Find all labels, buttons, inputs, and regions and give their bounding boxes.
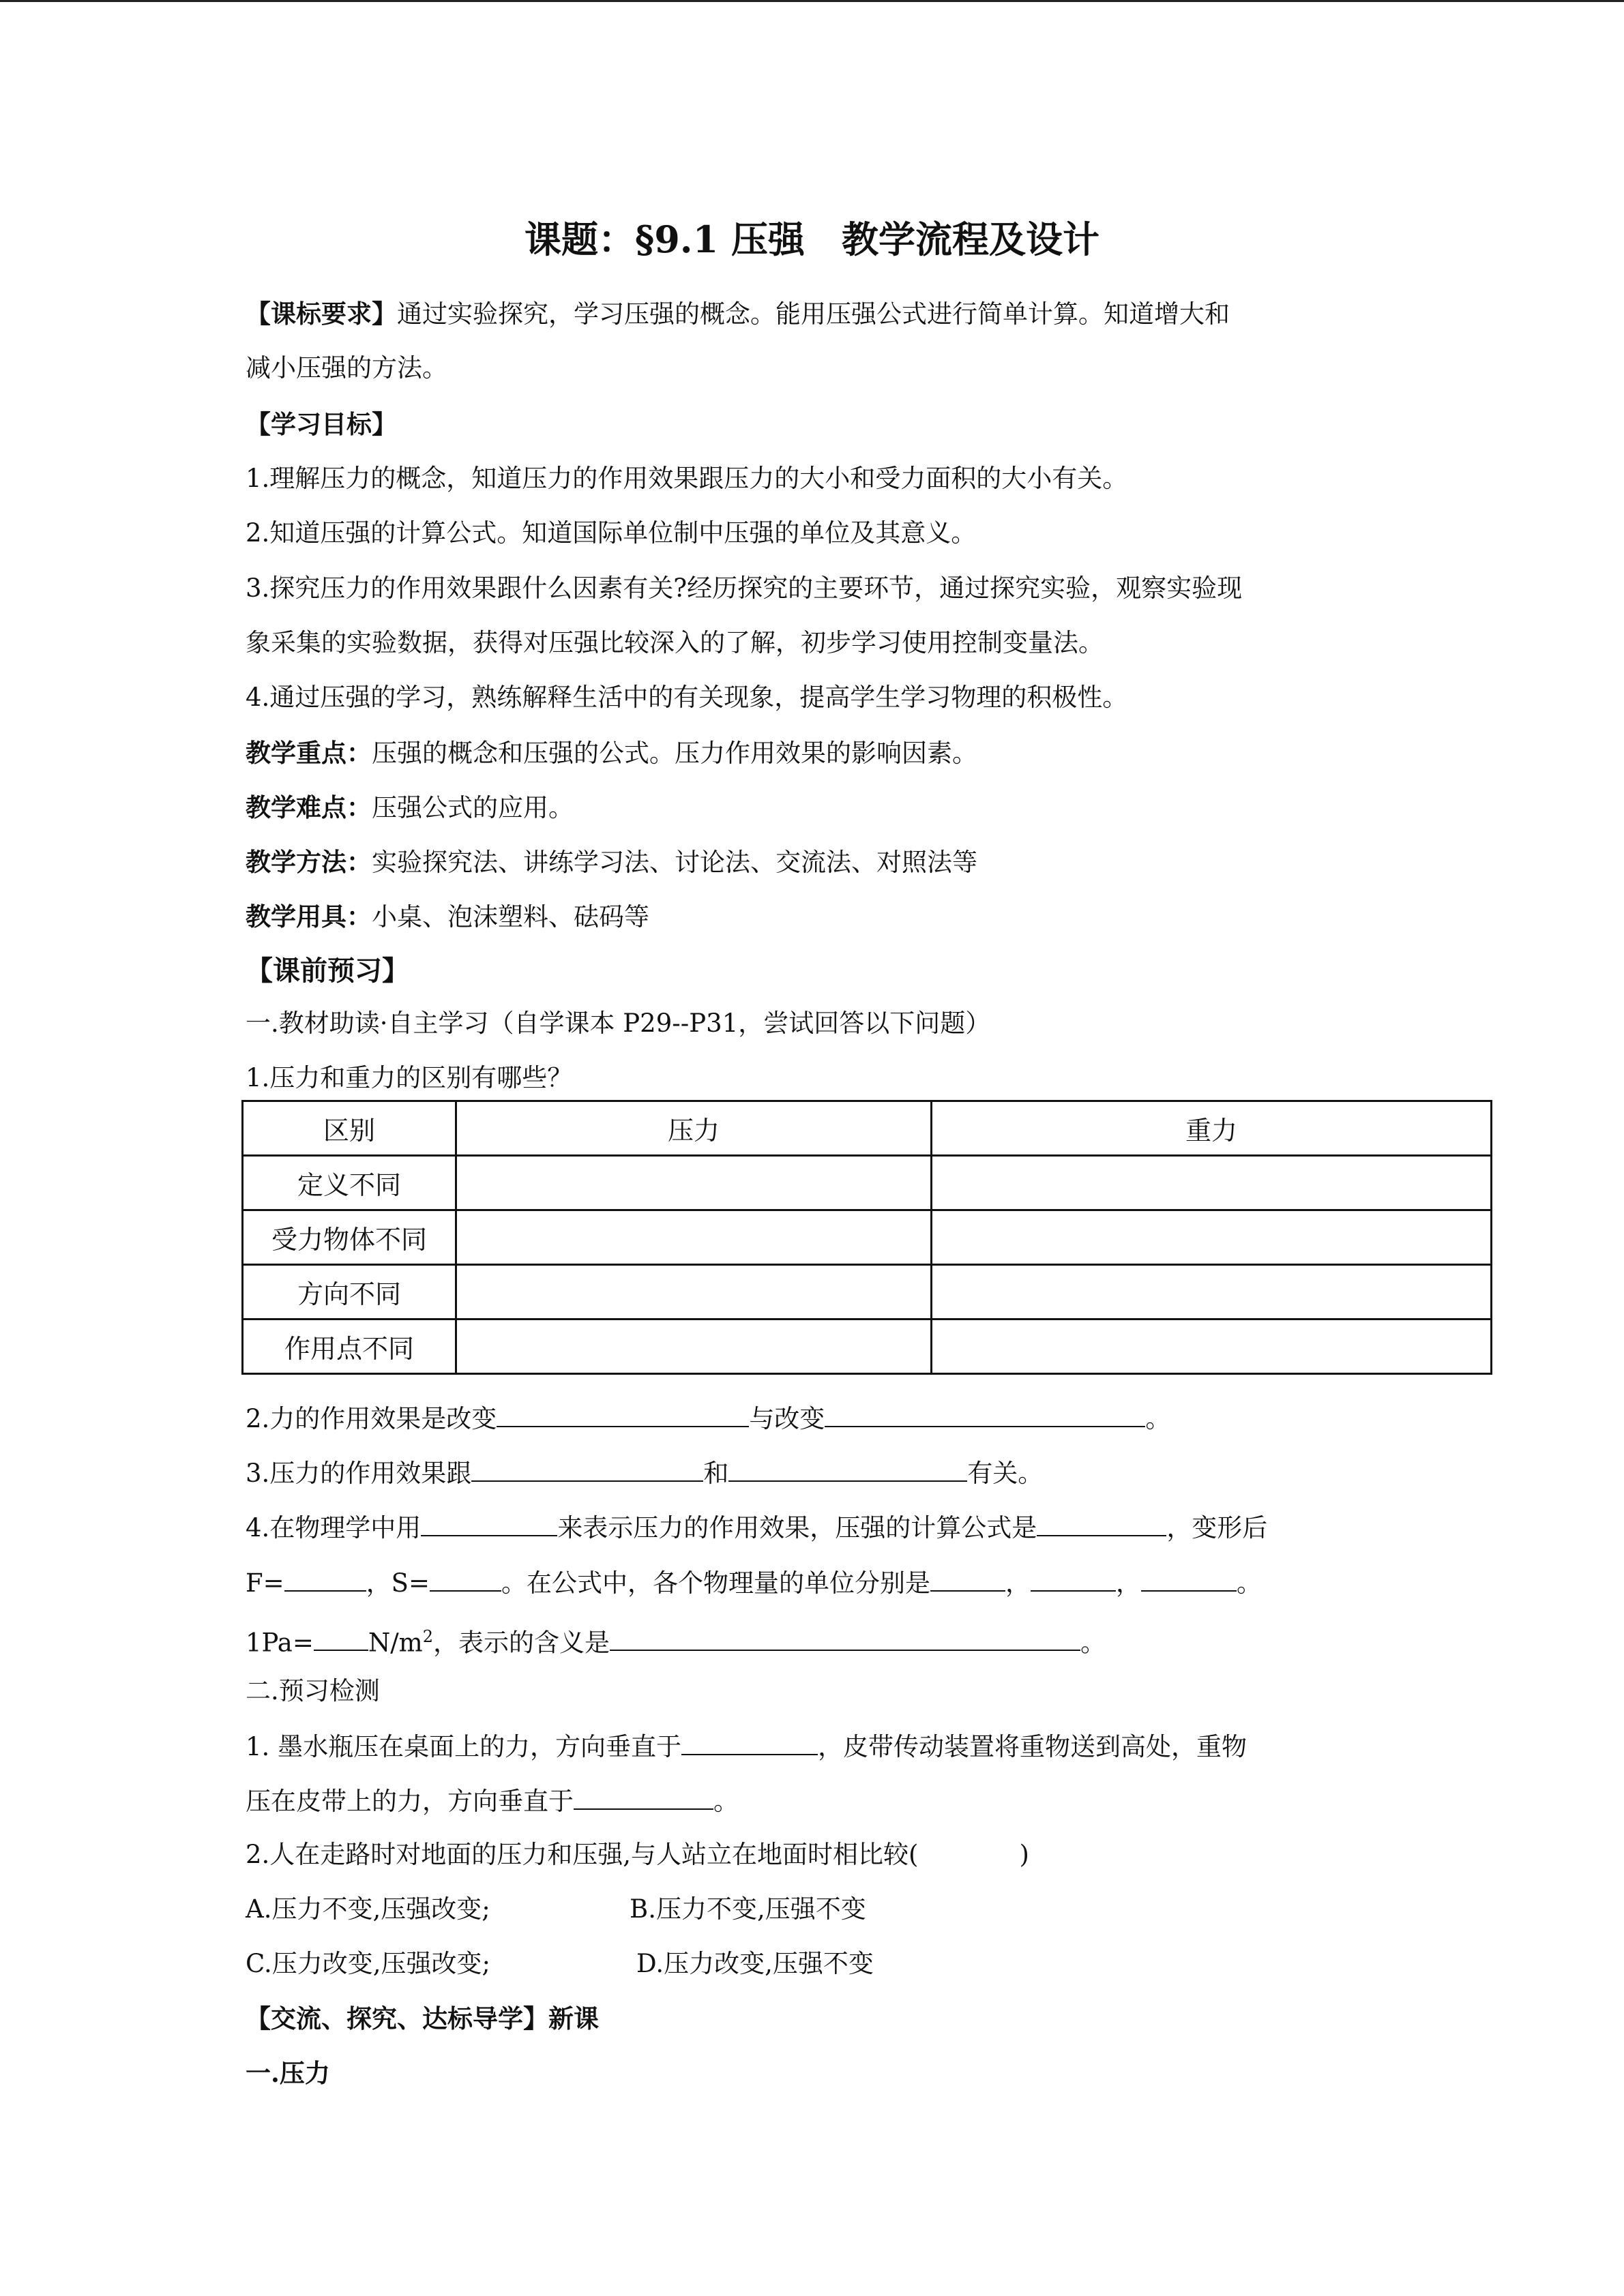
standard-line-1	[246, 296, 1230, 332]
question-text: 2.力的作用效果是改变	[246, 1404, 497, 1433]
answer-cell[interactable]	[932, 1210, 1492, 1265]
answer-cell[interactable]	[932, 1320, 1492, 1374]
fill-blank[interactable]	[1037, 1509, 1166, 1536]
tools-line	[246, 899, 649, 935]
answer-cell[interactable]	[456, 1156, 932, 1210]
question-text: ，S=	[366, 1568, 430, 1598]
fill-blank[interactable]	[825, 1400, 1145, 1427]
row-label: 作用点不同	[243, 1320, 456, 1374]
tools-label: 教学用具：	[246, 901, 372, 931]
preview-intro: 一.教材助读·自主学习（自学课本 P29--P31，尝试回答以下问题）	[246, 1009, 991, 1038]
methods-text: 实验探究法、讲练学习法、讨论法、交流法、对照法等	[372, 848, 977, 877]
question-text: 与改变	[749, 1404, 825, 1433]
goal-item-4: 4.通过压强的学习，熟练解释生活中的有关现象，提高学生学习物理的积极性。	[246, 683, 1128, 712]
row-label: 定义不同	[243, 1156, 456, 1210]
question-text: ，变形后	[1166, 1513, 1268, 1542]
preview-heading: 【课前预习】	[246, 955, 409, 987]
question-text: 4.在物理学中用	[246, 1513, 422, 1542]
key-points-label: 教学重点：	[246, 738, 372, 768]
page-title: 课题：§9.1 压强 教学流程及设计	[525, 218, 1099, 261]
key-points-line	[246, 735, 977, 771]
fill-blank[interactable]	[610, 1624, 1080, 1651]
fill-blank[interactable]	[1031, 1564, 1116, 1592]
difficulty-line	[246, 790, 574, 826]
superscript: 2	[422, 1627, 434, 1646]
question-text: 。在公式中，各个物理量的单位分别是	[501, 1568, 931, 1598]
question-text: 和	[703, 1459, 729, 1488]
fill-blank[interactable]	[430, 1564, 501, 1592]
answer-cell[interactable]	[456, 1210, 932, 1265]
question-text: N/m	[368, 1628, 423, 1658]
fill-blank[interactable]	[471, 1455, 703, 1482]
question-text: 。	[1080, 1628, 1106, 1658]
question-text: F=	[246, 1568, 284, 1598]
preview-question-4	[246, 1509, 1267, 1546]
question-text: 1. 墨水瓶压在桌面上的力，方向垂直于	[246, 1732, 682, 1761]
goals-heading: 【学习目标】	[246, 409, 397, 439]
fill-blank[interactable]	[1141, 1564, 1237, 1592]
fill-blank[interactable]	[314, 1624, 368, 1651]
option-a[interactable]: A.压力不变,压强改变;	[246, 1894, 490, 1924]
fill-blank[interactable]	[681, 1728, 818, 1755]
fill-blank[interactable]	[421, 1509, 557, 1536]
section-pressure-force: 一.压力	[246, 2058, 330, 2088]
table-header: 压力	[456, 1101, 932, 1156]
row-label: 方向不同	[243, 1265, 456, 1320]
question-text: ，皮带传动装置将重物送到高处，重物	[818, 1732, 1247, 1761]
answer-cell[interactable]	[456, 1320, 932, 1374]
answer-cell[interactable]	[456, 1265, 932, 1320]
check-question-1	[246, 1728, 1247, 1765]
fill-blank[interactable]	[930, 1564, 1005, 1592]
option-b[interactable]: B.压力不变,压强不变	[630, 1894, 866, 1924]
difficulty-text: 压强公式的应用。	[372, 793, 574, 822]
answer-cell[interactable]	[932, 1265, 1492, 1320]
fill-blank[interactable]	[574, 1783, 713, 1810]
fill-blank[interactable]	[728, 1455, 967, 1482]
preview-question-3	[246, 1455, 1043, 1491]
standard-text: 通过实验探究，学习压强的概念。能用压强公式进行简单计算。知道增大和	[397, 299, 1230, 329]
check-question-1-cont	[246, 1783, 739, 1819]
question-text: 。	[1237, 1568, 1263, 1598]
check-heading: 二.预习检测	[246, 1676, 380, 1705]
goal-item-2: 2.知道压强的计算公式。知道国际单位制中压强的单位及其意义。	[246, 518, 977, 548]
question-text: 压在皮带上的力，方向垂直于	[246, 1787, 574, 1816]
methods-label: 教学方法：	[246, 847, 372, 877]
answer-cell[interactable]	[932, 1156, 1492, 1210]
question-text: ，	[1005, 1568, 1031, 1598]
goal-item-1: 1.理解压力的概念，知道压力的作用效果跟压力的大小和受力面积的大小有关。	[246, 464, 1128, 493]
question-text: 1Pa=	[246, 1628, 314, 1658]
table-row	[243, 1320, 1492, 1374]
fill-blank[interactable]	[497, 1400, 749, 1427]
page-top-edge	[0, 0, 1624, 2]
question-text: 有关。	[967, 1459, 1044, 1488]
question-text: ，表示的含义是	[433, 1628, 610, 1658]
table-header: 重力	[932, 1101, 1492, 1156]
preview-question-4-unit	[246, 1619, 1106, 1660]
table-row	[243, 1265, 1492, 1320]
question-text: 3.压力的作用效果跟	[246, 1459, 472, 1488]
goal-item-3: 3.探究压力的作用效果跟什么因素有关?经历探究的主要环节，通过探究实验，观察实验现	[246, 573, 1243, 603]
standard-line-2: 减小压强的方法。	[246, 353, 447, 383]
table-header: 区别	[243, 1101, 456, 1156]
question-text: 。	[1145, 1404, 1171, 1433]
fill-blank[interactable]	[284, 1564, 366, 1592]
key-points-text: 压强的概念和压强的公式。压力作用效果的影响因素。	[372, 739, 977, 768]
table-row	[243, 1210, 1492, 1265]
standard-label: 【课标要求】	[246, 299, 397, 329]
table-header-row	[243, 1101, 1492, 1156]
preview-question-4-formula	[246, 1564, 1262, 1601]
preview-question-1: 1.压力和重力的区别有哪些？	[246, 1063, 573, 1092]
tools-text: 小桌、泡沫塑料、砝码等	[372, 902, 649, 931]
option-c[interactable]: C.压力改变,压强改变;	[246, 1949, 490, 1978]
question-text: ，	[1116, 1568, 1142, 1598]
question-text: 来表示压力的作用效果，压强的计算公式是	[557, 1513, 1037, 1542]
table-row	[243, 1156, 1492, 1210]
difficulty-label: 教学难点：	[246, 792, 372, 822]
question-text: 。	[713, 1787, 739, 1816]
force-comparison-table	[241, 1100, 1492, 1375]
preview-question-2	[246, 1400, 1170, 1437]
goal-item-3-cont: 象采集的实验数据，获得对压强比较深入的了解，初步学习使用控制变量法。	[246, 628, 1104, 657]
check-question-2: 2.人在走路时对地面的压力和压强,与人站立在地面时相比较( )	[246, 1840, 1029, 1869]
row-label: 受力物体不同	[243, 1210, 456, 1265]
exchange-heading: 【交流、探究、达标导学】新课	[246, 2003, 599, 2033]
methods-line	[246, 844, 977, 880]
option-d[interactable]: D.压力改变,压强不变	[636, 1949, 874, 1978]
